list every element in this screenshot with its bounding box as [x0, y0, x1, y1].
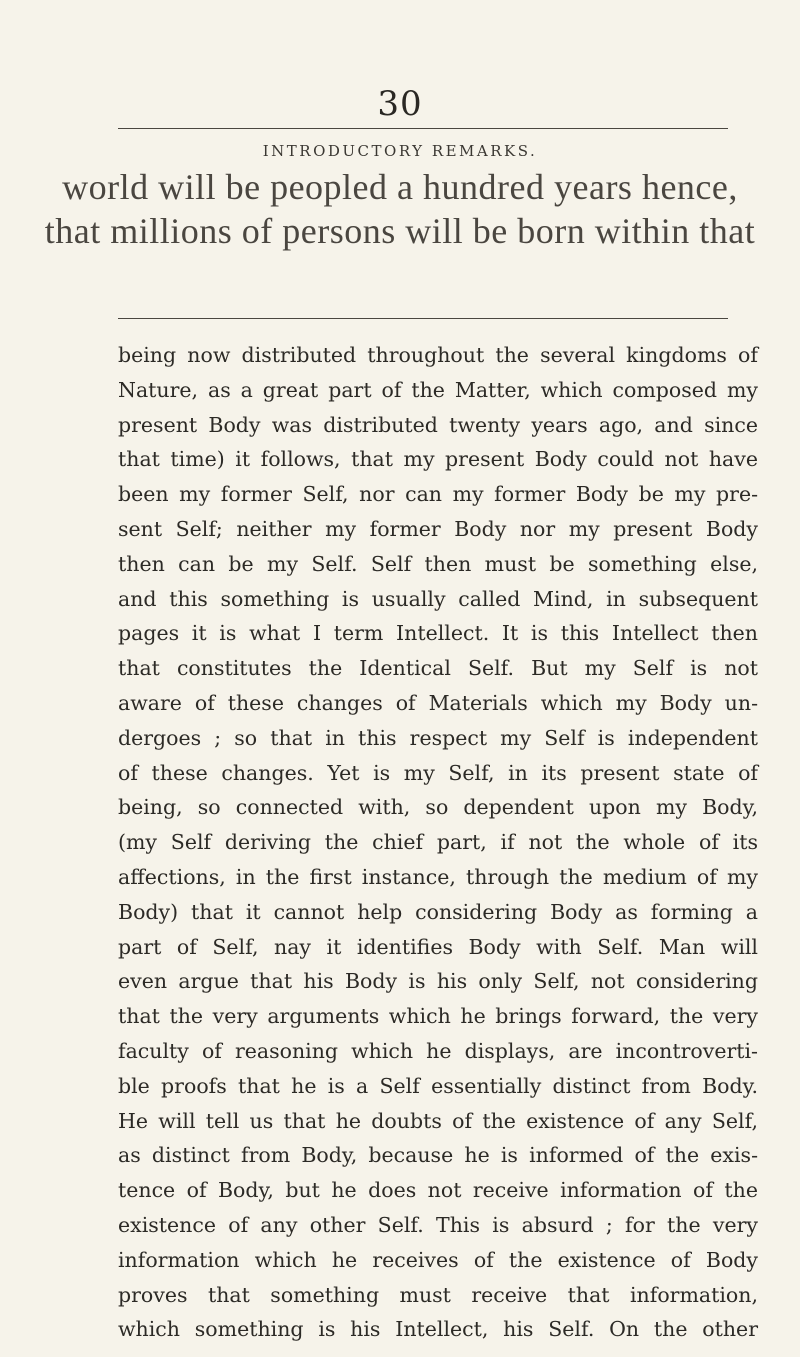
text-line: that constitutes the Identical Self. But my Self is not [118, 656, 758, 681]
body-text [118, 338, 758, 1347]
text-line: dergoes ; so that in this respect my Self is independent [118, 725, 758, 750]
running-head: INTRODUCTORY REMARKS. [262, 142, 538, 160]
text-line: He will tell us that he doubts of the existence of any Self, [118, 1108, 758, 1133]
page-number: 30 [377, 84, 423, 124]
text-line: existence of any other Self. This is absurd ; for the very [118, 1212, 758, 1237]
text-line: tence of Body, but he does not receive information of the [118, 1178, 758, 1203]
text-line: even argue that his Body is his only Self, not considering [118, 969, 758, 994]
text-line: proves that something must receive that information, [118, 1282, 758, 1307]
text-line: and this something is usually called Mind, in subsequent [118, 586, 758, 611]
text-line: that time) it follows, that my present Body could not have [118, 447, 758, 472]
text-line: (my Self deriving the chief part, if not the whole of its [118, 830, 758, 855]
text-line: ble proofs that he is a Self essentially distinct from Body. [118, 1073, 758, 1098]
text-line: that the very arguments which he brings forward, the very [118, 1004, 758, 1029]
text-line: affections, in the first instance, through the medium of my [118, 864, 758, 889]
text-line: aware of these changes of Materials which my Body un- [118, 690, 758, 715]
quote-line: world will be peopled a hundred years hence, [62, 167, 738, 207]
text-line: Body) that it cannot help considering Body as forming a [118, 899, 758, 924]
text-line: which something is his Intellect, his Self. On the other [118, 1317, 758, 1342]
text-line: of these changes. Yet is my Self, in its present state of [118, 760, 758, 785]
header-rule [118, 128, 728, 129]
text-line: been my former Self, nor can my former Body be my pre- [118, 482, 758, 507]
text-line: as distinct from Body, because he is informed of the exis- [118, 1143, 758, 1168]
quote-line: that millions of persons will be born within that [44, 211, 756, 251]
text-line: being now distributed throughout the several kingdoms of [118, 343, 758, 367]
text-line: then can be my Self. Self then must be something else, [118, 551, 758, 576]
text-line: Nature, as a great part of the Matter, which composed my [118, 377, 758, 402]
text-line: part of Self, nay it identifies Body with Self. Man will [118, 934, 758, 959]
section-rule [118, 318, 728, 319]
text-line: information which he receives of the existence of Body [118, 1247, 758, 1272]
text-line: faculty of reasoning which he displays, are incontroverti- [118, 1038, 758, 1063]
text-line: sent Self; neither my former Body nor my present Body [118, 516, 758, 541]
text-line: present Body was distributed twenty years ago, and since [118, 412, 758, 437]
text-line: pages it is what I term Intellect. It is this Intellect then [118, 621, 758, 646]
text-line: being, so connected with, so dependent upon my Body, [118, 795, 758, 820]
